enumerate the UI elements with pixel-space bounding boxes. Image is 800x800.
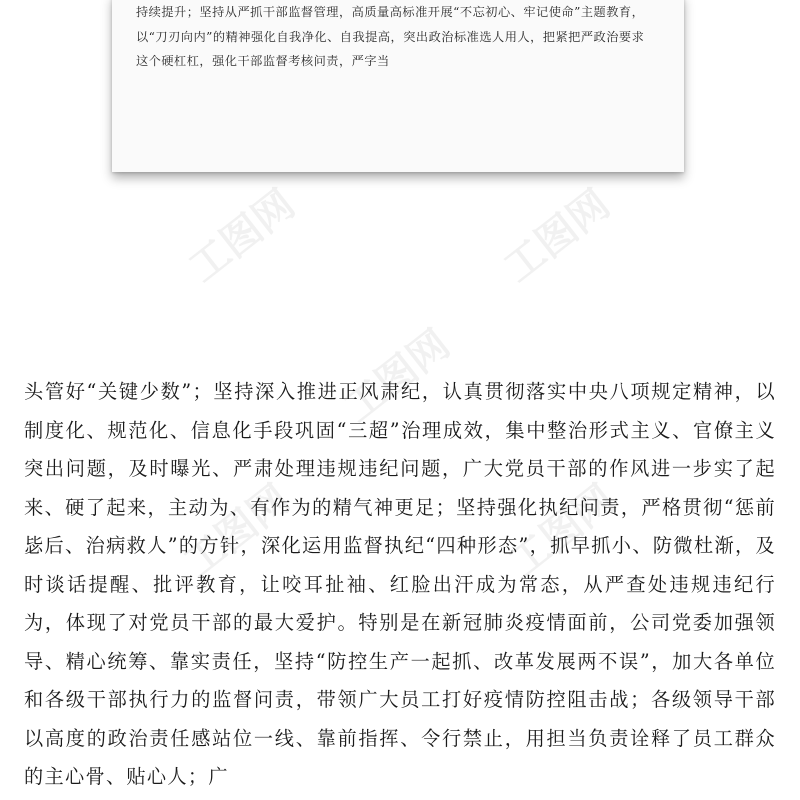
watermark-right: 工图网 (495, 181, 619, 292)
document-body-text: 头管好“关键少数”；坚持深入推进正风肃纪，认真贯彻落实中央八项规定精神，以制度化、规范化、信息化手段巩固“三超”治理成效，集中整治形式主义、官僚主义突出问题，及时曝光、严肃处理违规违纪问题，广大党员干部的作风进一步实了起来、硬了起来，主动为、有作为的精气神更足；坚持强化执纪问责，严格贯彻“惩前毖后、治病救人”的方针，深化运用监督执纪“四种形态”，抓早抓小、防微杜渐，及时谈话提醒、批评教育，让咬耳扯袖、红脸出汗成为常态，从严查处违规违纪行为，体现了对党员干部的最大爱护。特别是在新冠肺炎疫情面前，公司党委加强领导、精心统筹、靠实责任，坚持“防控生产一起抓、改革发展两不误”，加大各单位和各级干部执行力的监督问责，带领广大员工打好疫情防控阻击战；各级领导干部以高度的政治责任感站位一线、靠前指挥、令行禁止，用担当负责诠释了员工群众的主心骨、贴心人；广 (24, 380, 776, 788)
watermark-left: 工图网 (180, 181, 304, 292)
watermark-center: 工图网 (335, 321, 459, 432)
preview-card-text: 持续提升；坚持从严抓干部监督管理，高质量高标准开展“不忘初心、牢记使命”主题教育，以“刀刃向内”的精神强化自我净化、自我提高，突出政治标准选人用人，把紧把严政治要求这个硬杠杠，强化干部监督考核问责，严字当 (136, 5, 645, 69)
watermark-lower-left: 工图网 (175, 476, 299, 587)
watermark-lower-right: 工图网 (500, 476, 624, 587)
document-preview-card (112, 0, 684, 172)
